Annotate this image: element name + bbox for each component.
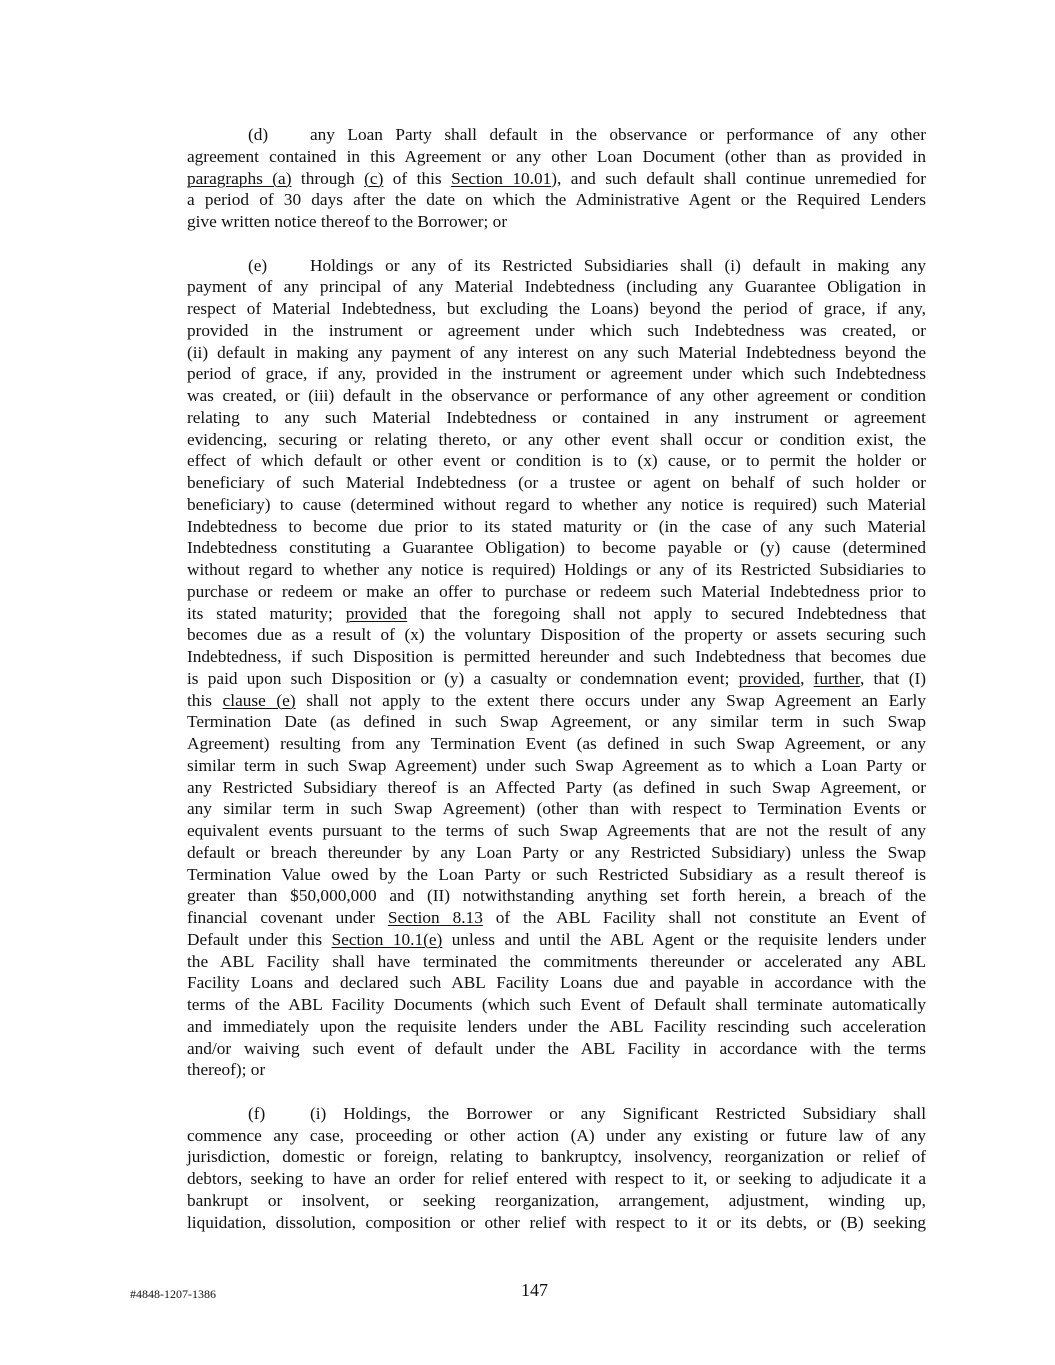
text-run: , bbox=[800, 668, 814, 688]
text-line bbox=[187, 298, 926, 320]
text-line bbox=[187, 450, 926, 472]
text-line bbox=[187, 124, 926, 146]
document-id: #4848-1207-1386 bbox=[130, 1287, 216, 1301]
cross-reference-link: provided bbox=[738, 668, 801, 688]
text-run: beneficiary of such Material Indebtedness (or a trustee or agent on behalf of such holder or bbox=[187, 473, 926, 492]
text-run: a period of 30 days after the date on which the Administrative Agent or the Required Lenders bbox=[187, 190, 926, 210]
text-line bbox=[187, 1125, 926, 1147]
text-run: relating to any such Material Indebtedness or contained in any instrument or agreement bbox=[187, 407, 926, 427]
text-line bbox=[187, 1059, 926, 1081]
text-line bbox=[187, 168, 926, 190]
text-run: terms of the ABL Facility Documents (which such Event of Default shall terminate automatically bbox=[187, 995, 926, 1014]
text-line bbox=[187, 494, 926, 516]
text-line bbox=[187, 864, 926, 886]
text-run: default or breach thereunder by any Loan Party or any Restricted Subsidiary) unless the Swap bbox=[187, 842, 926, 862]
text-line bbox=[187, 537, 926, 559]
text-run: thereof); or bbox=[187, 1060, 266, 1080]
cross-reference-link: provided bbox=[345, 603, 408, 623]
text-run: give written notice thereof to the Borrower; or bbox=[187, 212, 508, 231]
text-line bbox=[187, 972, 926, 994]
page-number: 147 bbox=[521, 1280, 548, 1300]
text-line bbox=[187, 1212, 926, 1234]
text-run: and/or waiving such event of default under the ABL Facility in accordance with the terms bbox=[187, 1038, 926, 1058]
text-line bbox=[187, 429, 926, 451]
text-run: bankrupt or insolvent, or seeking reorganization, arrangement, adjustment, winding up, bbox=[187, 1190, 926, 1210]
paragraph-f bbox=[187, 1103, 926, 1234]
text-line bbox=[187, 472, 926, 494]
text-line bbox=[187, 777, 926, 799]
cross-reference-link: Section 10.01 bbox=[451, 168, 552, 188]
text-run: Termination Date (as defined in such Swap Agreement, or any similar term in such Swap bbox=[187, 712, 926, 732]
text-line bbox=[187, 994, 926, 1016]
text-run: the ABL Facility shall have terminated the commitments thereunder or accelerated any ABL bbox=[187, 951, 926, 971]
text-line bbox=[187, 842, 926, 864]
text-run: and immediately upon the requisite lenders under the ABL Facility rescinding such acceleration bbox=[187, 1016, 926, 1036]
text-line bbox=[187, 798, 926, 820]
text-run: through bbox=[291, 168, 365, 188]
paragraph-label: (d) bbox=[248, 125, 269, 144]
text-line bbox=[187, 885, 926, 907]
text-run: similar term in such Swap Agreement) under such Swap Agreement as to which a Loan Party or bbox=[187, 755, 926, 775]
text-run: respect of Material Indebtedness, but excluding the Loans) beyond the period of grace, if any, bbox=[187, 299, 926, 318]
text-run: greater than $50,000,000 and (II) notwithstanding anything set forth herein, a breach of the bbox=[187, 886, 926, 906]
cross-reference-link: (c) bbox=[364, 168, 384, 188]
text-run: unless and until the ABL Agent or the requisite lenders under bbox=[442, 929, 926, 949]
text-run: Facility Loans and declared such ABL Facility Loans due and payable in accordance with the bbox=[187, 973, 926, 993]
text-run: provided in the instrument or agreement under which such Indebtedness was created, or bbox=[187, 320, 926, 340]
text-line bbox=[187, 342, 926, 364]
text-line bbox=[187, 1016, 926, 1038]
text-line bbox=[187, 1038, 926, 1060]
text-line bbox=[187, 929, 926, 951]
text-line bbox=[187, 385, 926, 407]
text-run: any similar term in such Swap Agreement) (other than with respect to Termination Events or bbox=[187, 799, 926, 819]
text-run: evidencing, securing or relating thereto, or any other event shall occur or condition exist, the bbox=[187, 429, 926, 449]
text-line bbox=[187, 951, 926, 973]
text-run: was created, or (iii) default in the observance or performance of any other agreement or condition bbox=[187, 386, 926, 405]
text-run: (ii) default in making any payment of any interest on any such Material Indebtedness beyond the bbox=[187, 342, 926, 362]
text-line bbox=[187, 276, 926, 298]
text-run: becomes due as a result of (x) the voluntary Disposition of the property or assets securing such bbox=[187, 625, 926, 645]
text-line bbox=[187, 320, 926, 342]
text-run: jurisdiction, domestic or foreign, relating to bankruptcy, insolvency, reorganization or relief of bbox=[187, 1147, 926, 1167]
text-run: without regard to whether any notice is required) Holdings or any of its Restricted Subsidiaries to bbox=[187, 560, 926, 579]
text-run: shall not apply to the extent there occurs under any Swap Agreement an Early bbox=[295, 690, 926, 710]
text-line bbox=[187, 603, 926, 625]
text-line bbox=[187, 189, 926, 211]
text-run: any Restricted Subsidiary thereof is an Affected Party (as defined in such Swap Agreement, or bbox=[187, 777, 926, 797]
text-line bbox=[187, 755, 926, 777]
text-line bbox=[187, 711, 926, 733]
text-run: Indebtedness to become due prior to its stated maturity or (in the case of any such Material bbox=[187, 516, 926, 536]
text-run: purchase or redeem or make an offer to purchase or redeem such Material Indebtedness prior to bbox=[187, 581, 926, 601]
paragraph-d bbox=[187, 124, 926, 233]
text-run: , that (I) bbox=[859, 668, 926, 688]
text-run: (i) Holdings, the Borrower or any Significant Restricted Subsidiary shall bbox=[310, 1103, 926, 1123]
cross-reference-link: Section 10.1(e) bbox=[331, 929, 443, 949]
text-line bbox=[187, 407, 926, 429]
cross-reference-link: clause (e) bbox=[222, 690, 296, 710]
text-run: period of grace, if any, provided in the instrument or agreement under which such Indebtedness bbox=[187, 364, 926, 384]
text-run: beneficiary) to cause (determined without regard to whether any notice is required) such Material bbox=[187, 494, 926, 514]
text-run: effect of which default or other event or condition is to (x) cause, or to permit the holder or bbox=[187, 451, 926, 471]
text-run: debtors, seeking to have an order for relief entered with respect to it, or seeking to adjudicate it a bbox=[187, 1169, 926, 1188]
text-run: commence any case, proceeding or other action (A) under any existing or future law of any bbox=[187, 1125, 926, 1145]
text-run: of the ABL Facility shall not constitute an Event of bbox=[482, 908, 926, 927]
text-run: any Loan Party shall default in the observance or performance of any other bbox=[310, 125, 926, 144]
paragraph-label: (e) bbox=[248, 255, 268, 275]
text-run: liquidation, dissolution, composition or other relief with respect to it or its debts, or (B) seeking bbox=[187, 1212, 926, 1232]
text-run: that the foregoing shall not apply to secured Indebtedness that bbox=[407, 603, 926, 623]
text-line bbox=[187, 820, 926, 842]
text-run: of this bbox=[383, 168, 452, 188]
text-run: this bbox=[187, 690, 223, 710]
text-run: Indebtedness, if such Disposition is permitted hereunder and such Indebtedness that becomes due bbox=[187, 647, 926, 666]
text-line bbox=[187, 624, 926, 646]
text-run: equivalent events pursuant to the terms of such Swap Agreements that are not the result of any bbox=[187, 821, 926, 840]
text-line bbox=[187, 733, 926, 755]
paragraph-e bbox=[187, 255, 926, 1082]
text-line bbox=[187, 668, 926, 690]
document-body bbox=[187, 124, 926, 1255]
paragraph-label: (f) bbox=[248, 1103, 266, 1123]
text-line bbox=[187, 516, 926, 538]
cross-reference-link: further bbox=[813, 668, 860, 688]
text-line bbox=[187, 559, 926, 581]
text-run: Default under this bbox=[187, 929, 332, 949]
text-run: Indebtedness constituting a Guarantee Obligation) to become payable or (y) cause (determined bbox=[187, 538, 926, 558]
text-run: its stated maturity; bbox=[187, 603, 346, 623]
text-line bbox=[187, 1103, 926, 1125]
text-run: Termination Value owed by the Loan Party or such Restricted Subsidiary as a result thereof is bbox=[187, 864, 926, 884]
text-line bbox=[187, 1168, 926, 1190]
text-run: ), and such default shall continue unremedied for bbox=[551, 168, 927, 188]
text-line bbox=[187, 646, 926, 668]
text-line bbox=[187, 690, 926, 712]
text-line bbox=[187, 907, 926, 929]
text-run: agreement contained in this Agreement or any other Loan Document (other than as provided in bbox=[187, 146, 926, 166]
text-line bbox=[187, 1146, 926, 1168]
text-line bbox=[187, 363, 926, 385]
cross-reference-link: paragraphs (a) bbox=[187, 168, 292, 188]
text-line bbox=[187, 211, 926, 233]
text-run: is paid upon such Disposition or (y) a casualty or condemnation event; bbox=[187, 668, 739, 688]
text-line bbox=[187, 1190, 926, 1212]
text-run: Holdings or any of its Restricted Subsidiaries shall (i) default in making any bbox=[310, 255, 926, 275]
text-line bbox=[187, 146, 926, 168]
text-run: financial covenant under bbox=[187, 908, 388, 927]
text-line bbox=[187, 581, 926, 603]
text-line bbox=[187, 255, 926, 277]
text-run: payment of any principal of any Material Indebtedness (including any Guarantee Obligation in bbox=[187, 277, 926, 297]
cross-reference-link: Section 8.13 bbox=[387, 908, 483, 927]
text-run: Agreement) resulting from any Termination Event (as defined in such Swap Agreement, or any bbox=[187, 734, 926, 753]
